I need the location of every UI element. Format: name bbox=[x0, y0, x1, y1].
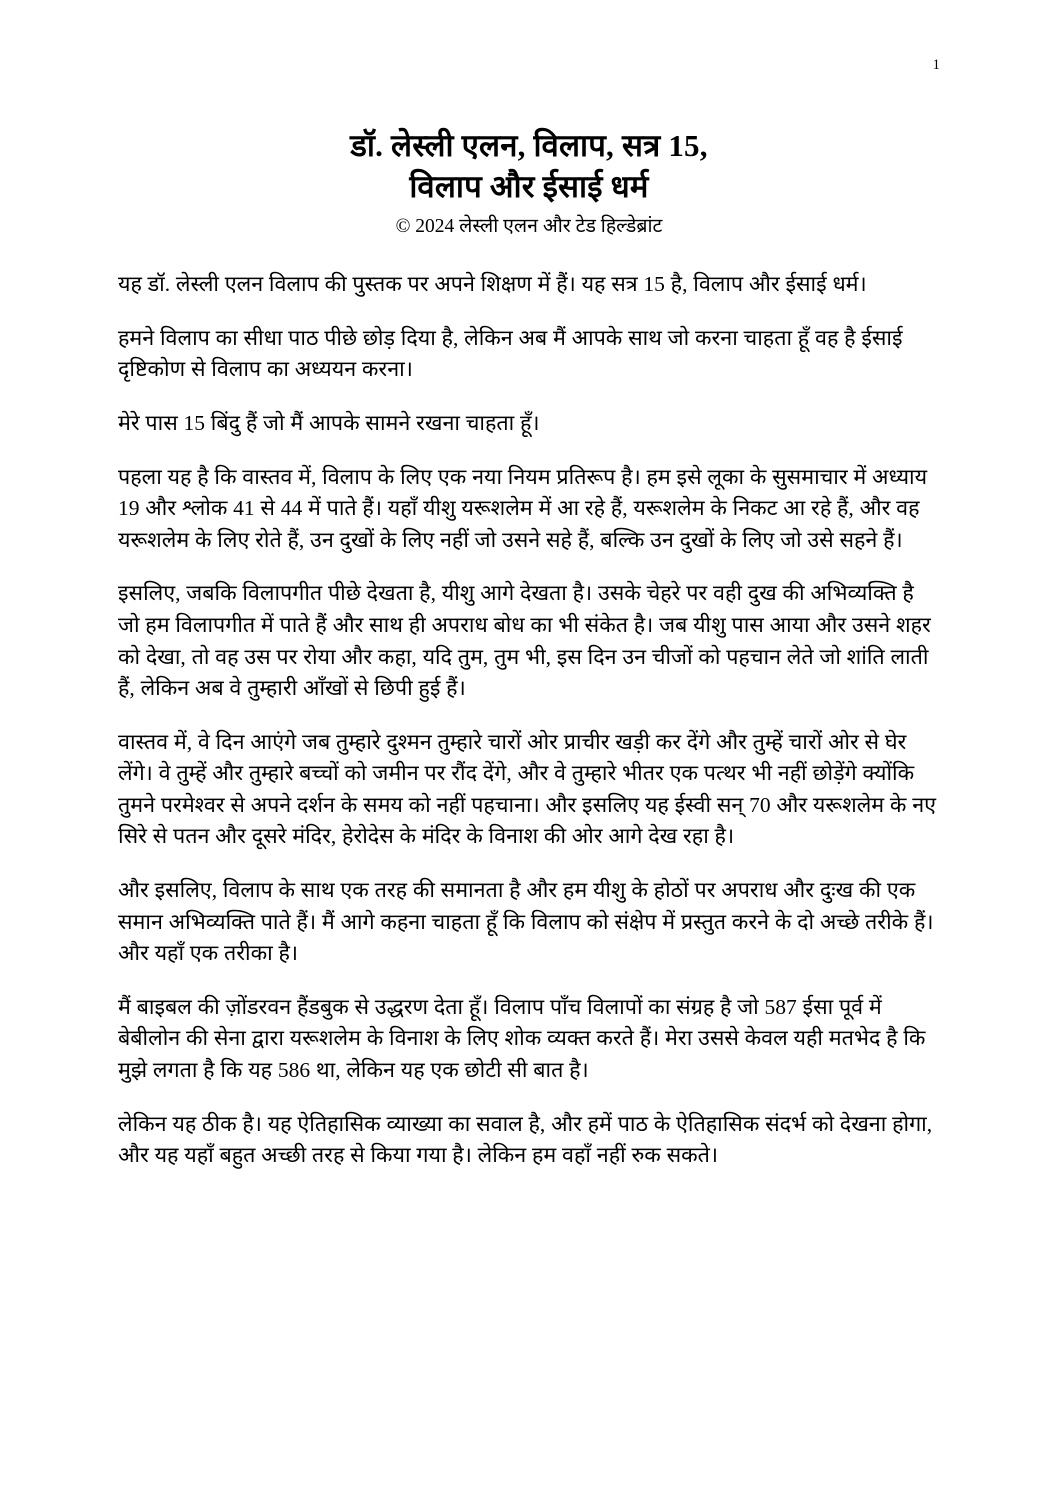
paragraph: लेकिन यह ठीक है। यह ऐतिहासिक व्याख्या का सवाल है, और हमें पाठ के ऐतिहासिक संदर्भ को देखना होगा, और यह यहाँ बहुत अच्छी तरह से किया गया है। लेकिन हम वहाँ नहीं रुक सकते। bbox=[118, 1111, 933, 1168]
paragraph: वास्तव में, वे दिन आएंगे जब तुम्हारे दुश्मन तुम्हारे चारों ओर प्राचीर खड़ी कर देंगे और तुम्हें चारों ओर से घेर लेंगे। वे तुम्हें और तुम्हारे बच्चों को जमीन पर रौंद देंगे, और वे तुम्हारे भीतर एक पत्थर भी नहीं छोड़ेंगे क्योंकि तुमने परमेश्वर से अपने दर्शन के समय को नहीं पहचाना। और इसलिए यह ईस्वी सन् 70 और यरूशलेम के नए सिरे से पतन और दूसरे मंदिर, हेरोदेस के मंदिर के विनाश की ओर आगे देख रहा है। bbox=[118, 729, 937, 849]
paragraph: पहला यह है कि वास्तव में, विलाप के लिए एक नया नियम प्रतिरूप है। हम इसे लूका के सुसमाचार में अध्याय 19 और श्लोक 41 से 44 में पाते हैं। यहाँ यीशु यरूशलेम में आ रहे हैं, यरूशलेम के निकट आ रहे हैं, और वह यरूशलेम के लिए रोते हैं, उन दुखों के लिए नहीं जो उसने सहे हैं, बल्कि उन दुखों के लिए जो उसे सहने हैं। bbox=[118, 464, 928, 552]
page-title bbox=[118, 126, 940, 208]
document-body bbox=[118, 269, 940, 1172]
page-title-line-1: डॉ. लेस्ली एलन, विलाप, सत्र 15, bbox=[350, 128, 708, 163]
paragraph: यह डॉ. लेस्ली एलन विलाप की पुस्तक पर अपने शिक्षण में हैं। यह सत्र 15 है, विलाप और ईसाई धर्म। bbox=[118, 272, 867, 297]
paragraph: मेरे पास 15 बिंदु हैं जो मैं आपके सामने रखना चाहता हूँ। bbox=[118, 410, 540, 435]
page-number: 1 bbox=[932, 57, 940, 73]
paragraph: और इसलिए, विलाप के साथ एक तरह की समानता है और हम यीशु के होठों पर अपराध और दुःख की एक समान अभिव्यक्ति पाते हैं। मैं आगे कहना चाहता हूँ कि विलाप को संक्षेप में प्रस्तुत करने के दो अच्छे तरीके हैं। और यहाँ एक तरीका है। bbox=[118, 878, 934, 966]
paragraph: मैं बाइबल की ज़ोंडरवन हैंडबुक से उद्धरण देता हूँ। विलाप पाँच विलापों का संग्रह है जो 587 ईसा पूर्व में बेबीलोन की सेना द्वारा यरूशलेम के विनाश के लिए शोक व्यक्त करते हैं। मेरा उससे केवल यही मतभेद है कि मुझे लगता है कि यह 586 था, लेकिन यह एक छोटी सी बात है। bbox=[118, 994, 926, 1083]
page-title-line-2: विलाप और ईसाई धर्म bbox=[409, 168, 649, 204]
paragraph: हमने विलाप का सीधा पाठ पीछे छोड़ दिया है, लेकिन अब मैं आपके साथ जो करना चाहता हूँ वह है ईसाई दृष्टिकोण से विलाप का अध्ययन करना। bbox=[118, 325, 903, 382]
copyright-line: © 2024 लेस्ली एलन और टेड हिल्डेब्रांट bbox=[395, 215, 663, 237]
paragraph: इसलिए, जबकि विलापगीत पीछे देखता है, यीशु आगे देखता है। उसके चेहरे पर वही दुख की अभिव्यक्ति है जो हम विलापगीत में पाते हैं और साथ ही अपराध बोध का भी संकेत है। जब यीशु पास आया और उसने शहर को देखा, तो वह उस पर रोया और कहा, यदि तुम, तुम भी, इस दिन उन चीजों को पहचान लेते जो शांति लाती हैं, लेकिन अब वे तुम्हारी आँखों से छिपी हुई हैं। bbox=[118, 581, 931, 701]
